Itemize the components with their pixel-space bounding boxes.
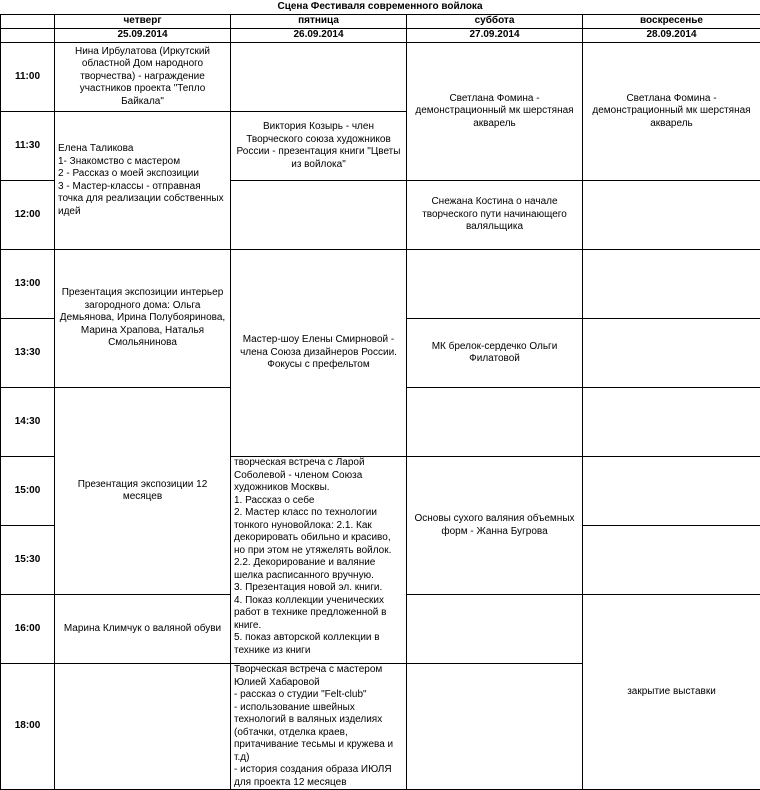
event-thu-1100: Нина Ирбулатова (Иркутский областной Дом народного творчества) - награждение участников проекта "Тепло Байкала" [55, 43, 231, 112]
empty-cell [583, 526, 760, 595]
time-label: 13:00 [1, 250, 55, 319]
empty-cell [583, 457, 760, 526]
time-label: 11:00 [1, 43, 55, 112]
empty-cell [407, 250, 583, 319]
corner-cell [1, 29, 55, 43]
event-thu-1130 [55, 112, 231, 250]
day-date: 26.09.2014 [231, 29, 407, 43]
time-label: 13:30 [1, 319, 55, 388]
event-line: Творческая встреча с мастером Юлией Хабаровой [234, 664, 383, 688]
corner-cell [1, 15, 55, 29]
event-line: 2 - Рассказ о моей экспозиции [58, 168, 199, 179]
event-sat-1200: Снежана Костина о начале творческого пути начинающего валяльщика [407, 181, 583, 250]
event-line: творческая встреча с Ларой Соболевой - членом Союза художников Москвы. [234, 457, 365, 493]
empty-cell [583, 388, 760, 457]
day-name: пятница [231, 15, 407, 29]
event-fri-1500 [231, 457, 407, 664]
sheet-title: Сцена Фестиваля современного войлока [277, 1, 483, 12]
time-label: 12:00 [1, 181, 55, 250]
time-label: 15:00 [1, 457, 55, 526]
event-line: - история создания образа ИЮЛЯ для проекта 12 месяцев [234, 764, 392, 788]
day-name: четверг [55, 15, 231, 29]
empty-cell [583, 250, 760, 319]
event-sun-1600: закрытие выставки [583, 595, 760, 790]
day-name: суббота [407, 15, 583, 29]
time-label: 11:30 [1, 112, 55, 181]
event-thu-1430: Презентация экспозиции 12 месяцев [55, 388, 231, 595]
header-row-days [1, 15, 760, 29]
day-name: воскресенье [583, 15, 760, 29]
day-date: 28.09.2014 [583, 29, 760, 43]
event-fri-1300: Мастер-шоу Елены Смирновой - члена Союза дизайнеров России. Фокусы с префельтом [231, 250, 407, 457]
event-fri-1800 [231, 664, 407, 790]
event-line: 1. Рассказ о себе [234, 494, 315, 506]
empty-cell [583, 319, 760, 388]
time-label: 18:00 [1, 664, 55, 790]
empty-cell [231, 181, 407, 250]
empty-cell [407, 664, 583, 790]
event-line: 4. Показ коллекции ученических работ в технике предложенной в книге. [234, 594, 387, 631]
empty-cell [55, 664, 231, 790]
event-line: 5. показ авторской коллекции в технике из книги [234, 632, 380, 656]
time-row-1100 [1, 43, 760, 112]
event-line: - использование швейных технологий в валяных изделиях (обтачки, отделка краев, притачивание тесьмы и кружева и т.д) [234, 701, 394, 763]
event-line: 3 - Мастер-классы - отправная точка для реализации собственных идей [58, 180, 224, 217]
day-date: 27.09.2014 [407, 29, 583, 43]
time-label: 16:00 [1, 595, 55, 664]
time-row-1300 [1, 250, 760, 319]
event-sun-1100: Светлана Фомина - демонстрационный мк шерстяная акварель [583, 43, 760, 181]
event-thu-1600: Марина Климчук о валяной обуви [55, 595, 231, 664]
event-sat-1500: Основы сухого валяния объемных форм - Жанна Бугрова [407, 457, 583, 595]
empty-cell [583, 181, 760, 250]
event-line: 1- Знакомство с мастером [58, 155, 181, 167]
schedule-table [0, 14, 760, 790]
time-label: 15:30 [1, 526, 55, 595]
event-thu-1300: Презентация экспозиции интерьер загородного дома: Ольга Демьянова, Ирина Полубояринова, Марина Храпова, Наталья Смольянинова [55, 250, 231, 388]
event-sat-1100: Светлана Фомина - демонстрационный мк шерстяная акварель [407, 43, 583, 181]
empty-cell [407, 595, 583, 664]
event-line: 2. Мастер класс по технологии тонкого нуновойлока: 2.1. Как декорировать обильно и красиво, но при этом не утяжелять войлок. [234, 507, 392, 556]
empty-cell [407, 388, 583, 457]
day-date: 25.09.2014 [55, 29, 231, 43]
event-fri-1130: Виктория Козырь - член Творческого союза художников России - презентация книги "Цветы из войлока" [231, 112, 407, 181]
empty-cell [231, 43, 407, 112]
event-line: Елена Таликова [58, 143, 134, 154]
event-line: 3. Презентация новой эл. книги. [234, 582, 383, 593]
event-line: - рассказ о студии "Felt-club" [234, 689, 367, 700]
event-line: 2.2. Декорирование и валяние шелка расписанного вручную. [234, 557, 376, 581]
time-label: 14:30 [1, 388, 55, 457]
header-row-dates [1, 29, 760, 43]
event-sat-1330: МК брелок-сердечко Ольги Филатовой [407, 319, 583, 388]
